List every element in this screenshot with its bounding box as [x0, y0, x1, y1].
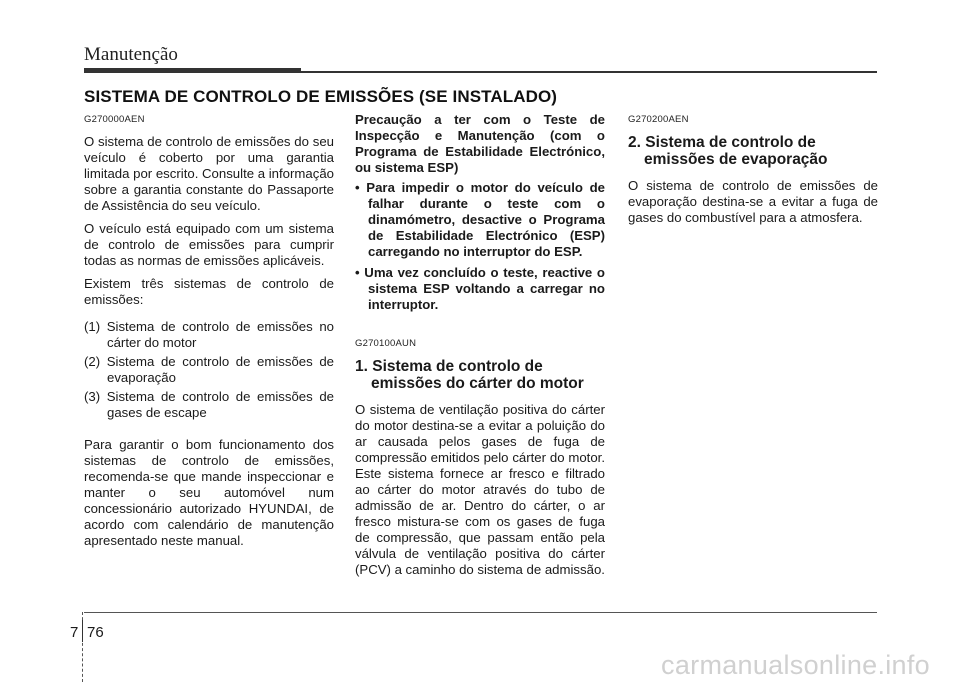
subsection-heading: 2. Sistema de controlo de emissões de evaporação: [628, 134, 828, 168]
list-item: (2) Sistema de controlo de emissões de evaporação: [84, 354, 334, 385]
list-item: • Uma vez concluído o teste, reactive o sistema ESP voltando a carregar no interruptor.: [355, 265, 605, 312]
page-number: 76: [87, 624, 104, 641]
paragraph: O sistema de controlo de emissões de evaporação destina-se a evitar a fuga de gases do combustível para a atmosfera.: [628, 178, 878, 225]
list-item: (3) Sistema de controlo de emissões de gases de escape: [84, 389, 334, 420]
reference-code: G270000AEN: [84, 114, 145, 125]
header-rule-thin: [301, 71, 877, 73]
paragraph: Existem três sistemas de controlo de emissões:: [84, 276, 334, 307]
paragraph: O sistema de ventilação positiva do cárter do motor destina-se a evitar a poluição do ar causada pelos gases de fuga de compressão emitidos pelo cárter do motor. Este sistema fornece ar fresco e filtrado ao cárter do motor através do tubo de admissão de ar. Dentro do cárter, o ar fresco mistura-se com os gases de fuga de compressão, que passam então pela válvula de ventilação positiva do cárter (PCV) a caminho do sistema de admissão.: [355, 402, 605, 577]
header-rule-thick: [84, 68, 301, 73]
watermark: carmanualsonline.info: [661, 650, 930, 680]
footer-rule: [84, 612, 877, 613]
reference-code: G270100AUN: [355, 338, 417, 349]
page-header-title: Manutenção: [84, 44, 178, 65]
page-separator: [82, 620, 83, 642]
column-3: [628, 112, 878, 233]
section-title: SISTEMA DE CONTROLO DE EMISSÕES (SE INSTALADO): [84, 87, 558, 106]
list-item: (1) Sistema de controlo de emissões no cárter do motor: [84, 319, 334, 350]
chapter-number: 7: [70, 624, 79, 641]
column-2: [355, 112, 605, 585]
paragraph: Para garantir o bom funcionamento dos sistemas de controlo de emissões, recomenda-se que mande inspeccionar e manter o seu automóvel num concessionário autorizado HYUNDAI, de acordo com calendário de manutenção apresentado neste manual.: [84, 437, 334, 548]
precaution-title: Precaução a ter com o Teste de Inspecção e Manutenção (com o Programa de Estabilidade Electrónico, ou sistema ESP): [355, 112, 605, 175]
paragraph: O veículo está equipado com um sistema de controlo de emissões para cumprir todas as normas de emissões aplicáveis.: [84, 221, 334, 268]
paragraph: O sistema de controlo de emissões do seu veículo é coberto por uma garantia limitada por escrito. Consulte a informação sobre a garantia constante do Passaporte de Assistência do seu veículo.: [84, 134, 334, 213]
list-item: • Para impedir o motor do veículo de falhar durante o teste com o dinamómetro, desactive o Programa de Estabilidade Electrónico (ESP) carregando no interruptor do ESP.: [355, 180, 605, 259]
reference-code: G270200AEN: [628, 114, 689, 125]
column-1: [84, 112, 334, 556]
subsection-heading: 1. Sistema de controlo de emissões do cárter do motor: [355, 358, 584, 392]
